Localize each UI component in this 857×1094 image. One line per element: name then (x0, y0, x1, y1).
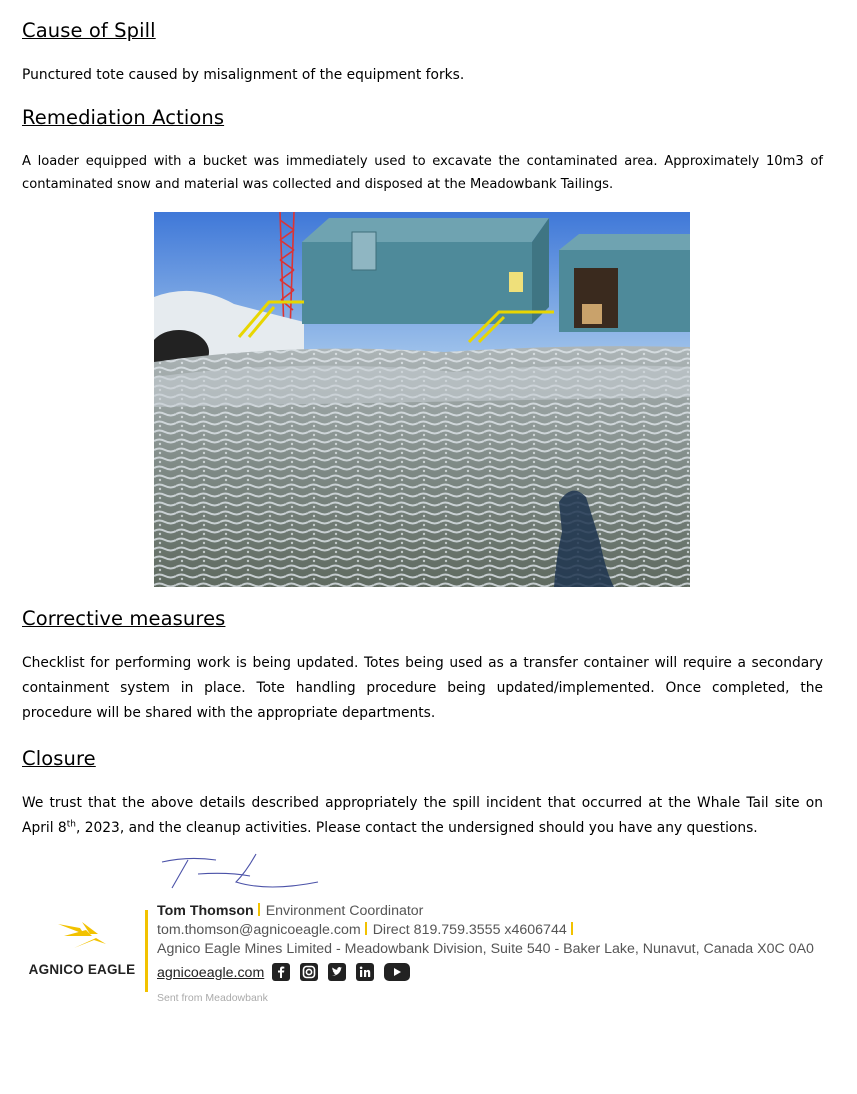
closure-text: We trust that the above details described appropriately the spill incident that occurred at the Whale Tail site on April 8th, 2023, and the cleanup activities. Please contact the undersigned should you have any questions. (22, 795, 823, 836)
facebook-icon[interactable] (272, 963, 290, 987)
agnico-eagle-logo (24, 918, 140, 977)
twitter-icon[interactable] (328, 963, 346, 987)
handwritten-signature (158, 852, 328, 898)
email-signature (157, 902, 827, 1008)
signer-name: Tom Thomson (157, 903, 254, 919)
signer-title: Environment Coordinator (265, 903, 424, 919)
separator (258, 903, 260, 916)
sent-from-text: Sent from Meadowbank (157, 992, 268, 1004)
signer-address: Agnico Eagle Mines Limited - Meadowbank Division, Suite 540 - Baker Lake, Nunavut, Canada X0C 0A0 (157, 941, 814, 957)
signer-email[interactable]: tom.thomson@agnicoeagle.com (157, 922, 361, 938)
corrective-text: Checklist for performing work is being updated. Totes being used as a transfer container will require a secondary containment system in place. Tote handling procedure being updated/implemented. Once completed, the procedure will be shared with the appropriate departments. (22, 655, 823, 721)
logo-text: AGNICO EAGLE (28, 962, 136, 977)
heading-corrective-measures: Corrective measures (22, 607, 226, 630)
website-link[interactable]: agnicoeagle.com (157, 965, 265, 981)
separator (365, 922, 367, 935)
instagram-icon[interactable] (300, 963, 318, 987)
social-links (272, 963, 416, 987)
cause-text: Punctured tote caused by misalignment of the equipment forks. (22, 67, 465, 83)
eagle-icon (54, 918, 110, 952)
remediation-text: A loader equipped with a bucket was immediately used to excavate the contaminated area. Approximately 10m3 of contaminated snow and material was collected and disposed at the Meadowbank Tailings. (22, 154, 823, 192)
signature-divider (145, 910, 148, 992)
linkedin-icon[interactable] (356, 963, 374, 987)
signer-phone: Direct 819.759.3555 x4606744 (372, 922, 567, 938)
youtube-icon[interactable] (384, 963, 410, 987)
heading-closure: Closure (22, 747, 96, 770)
heading-remediation-actions: Remediation Actions (22, 106, 225, 129)
separator (571, 922, 573, 935)
site-photo (154, 212, 690, 587)
heading-cause-of-spill: Cause of Spill (22, 19, 156, 42)
